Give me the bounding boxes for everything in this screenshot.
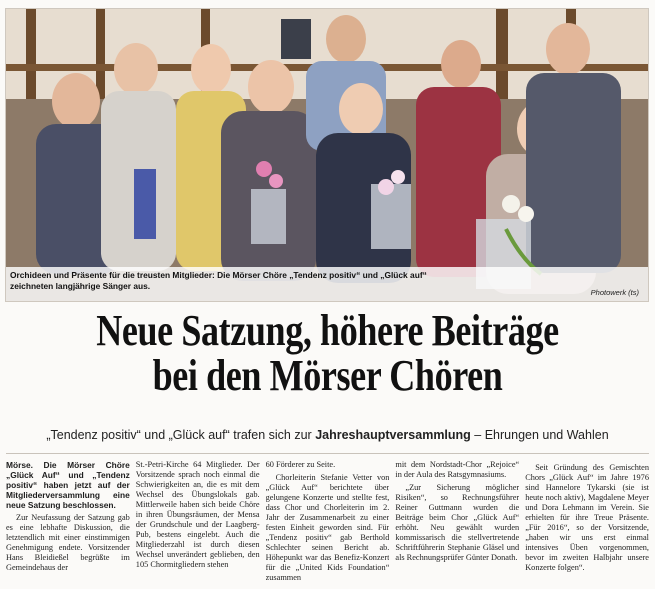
- subhead-text-start: „Tendenz positiv“ und „Glück auf“ trafen sich zur: [46, 428, 316, 442]
- group-photo-illustration: [6, 9, 648, 301]
- article-paragraph: Zur Neufassung der Satzung gab es eine lebhafte Diskussion, die letztendlich mit einer einstimmigen Genehmigung endete. Vorsitzender Hans Bleidießel begrüßte im Gemeindehaus der: [6, 513, 130, 572]
- article-paragraph: 60 Förderer zu Seite.: [265, 460, 336, 469]
- article-paragraph: Chorleiterin Stefanie Vetter von „Glück Auf“ berichtete über gelungene Konzerte und stellte fest, dass Chor und Chorleiterin im 2. Jahr der Zusammenarbeit zu einer festen Einheit geworden sind. Für „Tendenz positiv“ gab Berthold Schlechter seinen Bericht ab. Höhepunkt war das Benefiz-Konzert für die „United Kids Foundation“ zusammen: [265, 473, 390, 582]
- article-paragraph: „Zur Sicherung möglicher Risiken“, so Rechnungsführer Reiner Guttmann wurden die Beiträge beim Chor „Glück Auf“ erhöht. Neu gewählt wurden kommissarisch die stellvertretende Schriftführerin Stephanie Gläsel und als Rechnungsprüfer Günter Donath.: [395, 483, 520, 562]
- subhead-text-end: – Ehrungen und Wahlen: [470, 428, 609, 442]
- photo-caption: Orchideen und Präsente für die treusten Mitglieder: Die Mörser Chöre „Tendenz positiv“ und „Glück auf“ zeichneten langjährige Sänger aus.: [10, 270, 427, 291]
- photo-credit: Photowerk (ts): [590, 288, 639, 297]
- article-paragraph: mit dem Nordstadt-Chor „Rejoice“ in der Aula des Ratsgymnasiums.: [395, 460, 520, 479]
- article-paragraph: Seit Gründung des Gemischten Chors „Glück Auf“ im Jahre 1976 sind Hannelore Tykarski (sie ist heute noch aktiv), Magdalene Meyer und Dora Lehmann im Verein. Sie erhielten für ihre Treue Präsente. „Für 2016“, so der Vorsitzende, „haben wir uns erst einmal intensives Üben vorgenommen, bevor im zweiten Halbjahr unsere Konzerte folgen“.: [525, 463, 649, 572]
- subhead-bold: Jahreshauptversammlung: [315, 428, 471, 442]
- article-column-5: [525, 460, 649, 588]
- article-column-2: [136, 460, 260, 588]
- headline-line-1: Neue Satzung, höhere Beiträge: [96, 306, 559, 355]
- article-body: [6, 460, 649, 588]
- headline-line-2: bei den Mörser Chören: [152, 351, 503, 400]
- group-photo: [5, 8, 649, 302]
- article-column-3: [266, 460, 390, 588]
- article-paragraph: St.-Petri-Kirche 64 Mitglieder. Der Vorsitzende sprach noch einmal die Schwierigkeiten an, die es mit dem Wechsel des Übungslokals gab. Mittlerweile haben sich beide Chöre in ihren Übungsräumen, der Mensa der Grundschule und der Laagberg-Pub, bestens eingelebt. Auch die Mitgliederzahl ist durch diesen Wechsel unverändert geblieben, den 105 Chormitgliedern stehen: [135, 460, 260, 569]
- divider: [6, 453, 649, 454]
- article-lead: Mörse. Die Mörser Chöre „Glück Auf“ und „Tendenz positiv“ haben jetzt auf der Mitgliederversammlung eine neue Satzung beschlossen.: [6, 460, 130, 510]
- subheadline: [0, 428, 655, 442]
- article-column-1: [6, 460, 130, 588]
- headline: [59, 308, 596, 398]
- article-column-4: [395, 460, 519, 588]
